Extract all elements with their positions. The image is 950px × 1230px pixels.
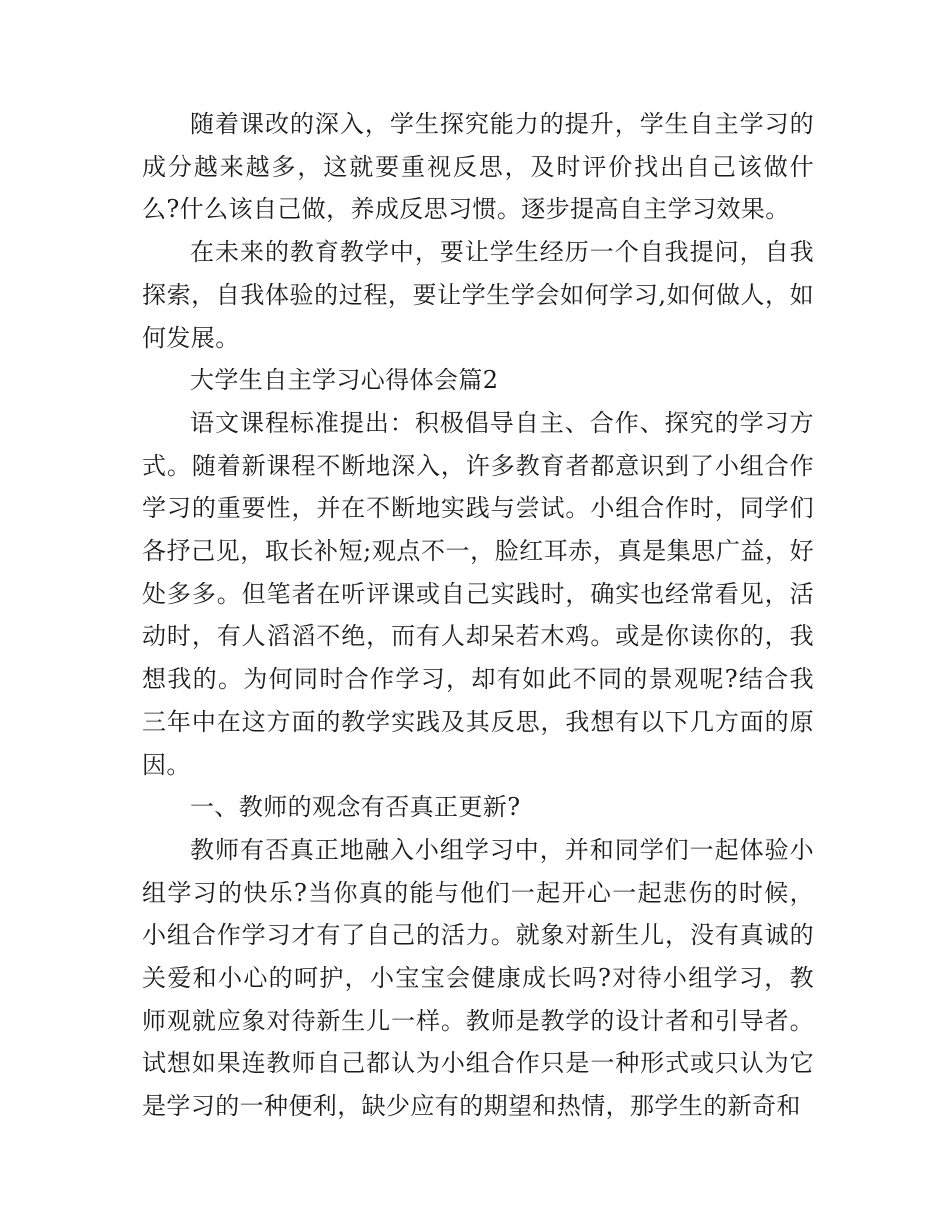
paragraph-future-teaching: 在未来的教育教学中，要让学生经历一个自我提问，自我探索，自我体验的过程，要让学生学会如何学习,如何做人，如何发展。: [142, 238, 814, 352]
paragraph-reflection: 随着课改的深入，学生探究能力的提升，学生自主学习的成分越来越多，这就要重视反思，及时评价找出自己该做什么?什么该自己做，养成反思习惯。逐步提高自主学习效果。: [142, 110, 814, 224]
paragraph-teacher-role: 教师有否真正地融入小组学习中，并和同学们一起体验小组学习的快乐?当你真的能与他们一起开心一起悲伤的时候，小组合作学习才有了自己的活力。就象对新生儿，没有真诚的关爱和小心的呵护，小宝宝会健康成长吗?对待小组学习，教师观就应象对待新生儿一样。教师是教学的设计者和引导者。试想如果连教师自己都认为小组合作只是一种形式或只认为它是学习的一种便利，缺少应有的期望和热情，那学生的新奇和: [142, 835, 814, 1121]
paragraph-curriculum-standard: 语文课程标准提出：积极倡导自主、合作、探究的学习方式。随着新课程不断地深入，许多教育者都意识到了小组合作学习的重要性，并在不断地实践与尝试。小组合作时，同学们各抒己见，取长补短;观点不一，脸红耳赤，真是集思广益，好处多多。但笔者在听评课或自己实践时，确实也经常看见，活动时，有人滔滔不绝，而有人却呆若木鸡。或是你读你的，我想我的。为何同时合作学习，却有如此不同的景观呢?结合我三年中在这方面的教学实践及其反思，我想有以下几方面的原因。: [142, 408, 814, 779]
document-page: [142, 103, 814, 1128]
subsection-title: 一、教师的观念有否真正更新?: [190, 793, 521, 822]
section-title: 大学生自主学习心得体会篇2: [190, 366, 499, 395]
